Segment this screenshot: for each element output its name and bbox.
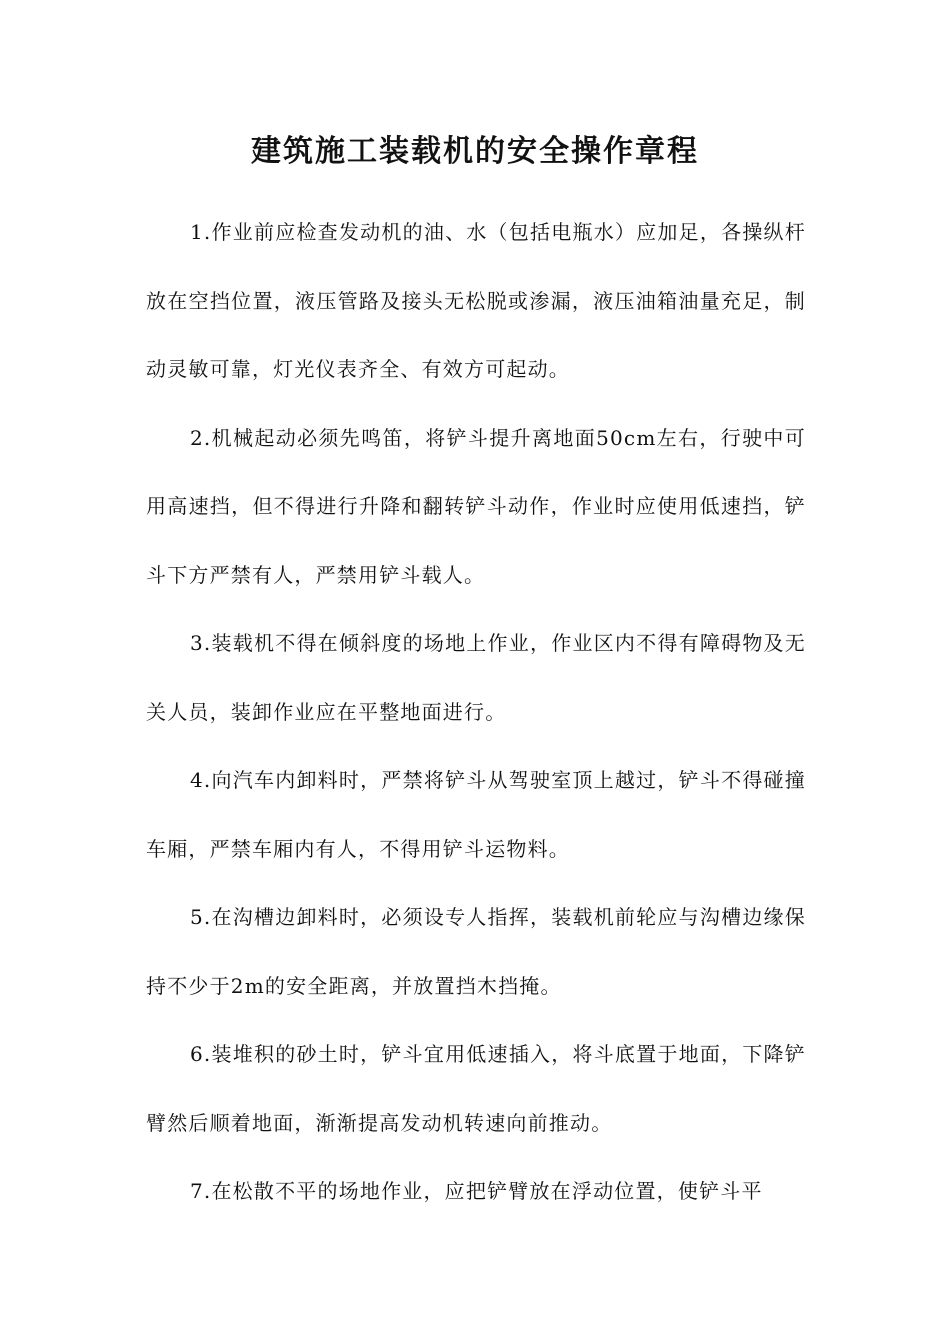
document-title: 建筑施工装载机的安全操作章程: [251, 134, 699, 169]
paragraph-5: 5.在沟槽边卸料时，必须设专人指挥，装载机前轮应与沟槽边缘保持不少于2m的安全距离，并放置挡木挡掩。: [146, 905, 806, 998]
paragraph-1: 1.作业前应检查发动机的油、水（包括电瓶水）应加足，各操纵杆放在空挡位置，液压管路及接头无松脱或渗漏，液压油箱油量充足，制动灵敏可靠，灯光仪表齐全、有效方可起动。: [146, 220, 806, 381]
paragraph-3: 3.装载机不得在倾斜度的场地上作业，作业区内不得有障碍物及无关人员，装卸作业应在平整地面进行。: [146, 631, 806, 724]
paragraph-4: 4.向汽车内卸料时，严禁将铲斗从驾驶室顶上越过，铲斗不得碰撞车厢，严禁车厢内有人，不得用铲斗运物料。: [146, 768, 806, 861]
paragraph-7: 7.在松散不平的场地作业，应把铲臂放在浮动位置，使铲斗平: [190, 1179, 763, 1203]
paragraph-2: 2.机械起动必须先鸣笛，将铲斗提升离地面50cm左右，行驶中可用高速挡，但不得进行升降和翻转铲斗动作，作业时应使用低速挡，铲斗下方严禁有人，严禁用铲斗载人。: [146, 425, 806, 587]
paragraph-6: 6.装堆积的砂土时，铲斗宜用低速插入，将斗底置于地面，下降铲臂然后顺着地面，渐渐提高发动机转速向前推动。: [146, 1042, 806, 1135]
document-body: [146, 198, 806, 1226]
